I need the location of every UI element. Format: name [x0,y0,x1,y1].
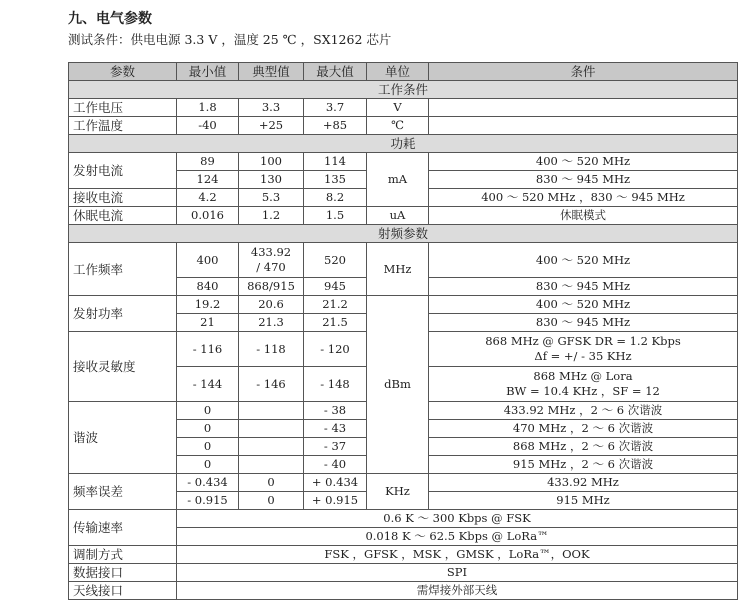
unit-cell: ℃ [367,117,429,135]
min-cell: - 144 [177,367,239,402]
min-cell: 0.016 [177,207,239,225]
cond-cell: 400 ～ 520 MHz [429,153,738,171]
typ-cell [239,438,304,456]
max-cell: 21.5 [304,314,367,332]
max-cell: 135 [304,171,367,189]
min-cell: - 116 [177,332,239,367]
section-work: 工作条件 [69,81,738,99]
typ-cell: - 146 [239,367,304,402]
typ-cell: 130 [239,171,304,189]
cond-cell [429,367,738,402]
max-cell: - 40 [304,456,367,474]
min-cell: - 0.434 [177,474,239,492]
typ-cell: 5.3 [239,189,304,207]
electrical-parameters-table [68,62,738,600]
cond-cell: 433.92 MHz ，2 ～ 6 次谐波 [429,402,738,420]
param-label: 休眠电流 [69,207,177,225]
min-cell: - 0.915 [177,492,239,510]
table-row [69,564,738,582]
max-cell: + 0.915 [304,492,367,510]
typ-cell [239,420,304,438]
min-cell: 0 [177,438,239,456]
max-cell: - 120 [304,332,367,367]
max-cell: +85 [304,117,367,135]
unit-cell: uA [367,207,429,225]
cond-cell: 868 MHz ，2 ～ 6 次谐波 [429,438,738,456]
cond-cell: 休眠模式 [429,207,738,225]
max-cell: - 37 [304,438,367,456]
param-label: 谐波 [69,402,177,474]
min-cell: 840 [177,278,239,296]
table-row [69,153,738,171]
param-label: 接收电流 [69,189,177,207]
cond-cell: 915 MHz [429,492,738,510]
max-cell: - 148 [304,367,367,402]
unit-cell: dBm [367,296,429,474]
cond-line: BW = 10.4 KHz ，SF = 12 [506,384,660,398]
min-cell: 19.2 [177,296,239,314]
cond-cell: 830 ～ 945 MHz [429,171,738,189]
cond-cell: 830 ～ 945 MHz [429,278,738,296]
value-cell: FSK ，GFSK ，MSK ，GMSK ，LoRa™，OOK [177,546,738,564]
param-label: 频率误差 [69,474,177,510]
header-min: 最小值 [177,63,239,81]
min-cell: 1.8 [177,99,239,117]
typ-cell: +25 [239,117,304,135]
param-label: 数据接口 [69,564,177,582]
header-typ: 典型值 [239,63,304,81]
min-cell: 89 [177,153,239,171]
cond-cell: 470 MHz ，2 ～ 6 次谐波 [429,420,738,438]
max-cell: 114 [304,153,367,171]
header-param: 参数 [69,63,177,81]
cond-line: 868 MHz @ Lora [533,369,633,383]
table-row [69,510,738,528]
max-cell: 1.5 [304,207,367,225]
cond-cell: 400 ～ 520 MHz ，830 ～ 945 MHz [429,189,738,207]
unit-cell: KHz [367,474,429,510]
typ-line: / 470 [256,260,286,274]
cond-cell [429,99,738,117]
param-label: 工作频率 [69,243,177,296]
typ-line: 433.92 [250,245,292,259]
typ-cell: 21.3 [239,314,304,332]
max-cell: 21.2 [304,296,367,314]
typ-cell [239,243,304,278]
max-cell: 520 [304,243,367,278]
max-cell: + 0.434 [304,474,367,492]
unit-cell: mA [367,153,429,207]
section-title: 九、电气参数 [68,11,152,27]
param-label: 接收灵敏度 [69,332,177,402]
min-cell: 0 [177,420,239,438]
min-cell: 124 [177,171,239,189]
typ-cell: - 118 [239,332,304,367]
cond-cell: 433.92 MHz [429,474,738,492]
table-row [69,296,738,314]
cond-cell [429,117,738,135]
max-cell: 8.2 [304,189,367,207]
max-cell: - 43 [304,420,367,438]
min-cell: 4.2 [177,189,239,207]
param-label: 传输速率 [69,510,177,546]
typ-cell: 868/915 [239,278,304,296]
typ-cell [239,402,304,420]
table-row [69,474,738,492]
param-label: 工作温度 [69,117,177,135]
min-cell: -40 [177,117,239,135]
table-row [69,243,738,278]
param-label: 调制方式 [69,546,177,564]
typ-cell: 0 [239,492,304,510]
table-row [69,207,738,225]
max-cell: - 38 [304,402,367,420]
param-label: 天线接口 [69,582,177,600]
value-cell: 需焊接外部天线 [177,582,738,600]
min-cell: 21 [177,314,239,332]
typ-cell [239,456,304,474]
unit-cell: MHz [367,243,429,296]
cond-cell: 400 ～ 520 MHz [429,243,738,278]
section-rf: 射频参数 [69,225,738,243]
cond-cell: 915 MHz ，2 ～ 6 次谐波 [429,456,738,474]
table-row [69,582,738,600]
cond-line: 868 MHz @ GFSK DR = 1.2 Kbps [485,334,681,348]
value-cell: 0.018 K ～ 62.5 Kbps @ LoRa™ [177,528,738,546]
max-cell: 3.7 [304,99,367,117]
cond-cell: 830 ～ 945 MHz [429,314,738,332]
param-label: 发射功率 [69,296,177,332]
min-cell: 0 [177,456,239,474]
typ-cell: 100 [239,153,304,171]
cond-line: Δf = +/ - 35 KHz [534,349,632,363]
header-max: 最大值 [304,63,367,81]
typ-cell: 3.3 [239,99,304,117]
header-unit: 单位 [367,63,429,81]
table-row [69,99,738,117]
min-cell: 400 [177,243,239,278]
table-row [69,117,738,135]
value-cell: SPI [177,564,738,582]
typ-cell: 0 [239,474,304,492]
max-cell: 945 [304,278,367,296]
typ-cell: 1.2 [239,207,304,225]
cond-cell: 400 ～ 520 MHz [429,296,738,314]
section-power: 功耗 [69,135,738,153]
test-conditions: 测试条件：供电电源 3.3 V ，温度 25 ℃ ，SX1262 芯片 [68,32,392,47]
header-row [69,63,738,81]
min-cell: 0 [177,402,239,420]
cond-cell [429,332,738,367]
typ-cell: 20.6 [239,296,304,314]
value-cell: 0.6 K ～ 300 Kbps @ FSK [177,510,738,528]
param-label: 工作电压 [69,99,177,117]
unit-cell: V [367,99,429,117]
param-label: 发射电流 [69,153,177,189]
header-cond: 条件 [429,63,738,81]
table-row [69,546,738,564]
